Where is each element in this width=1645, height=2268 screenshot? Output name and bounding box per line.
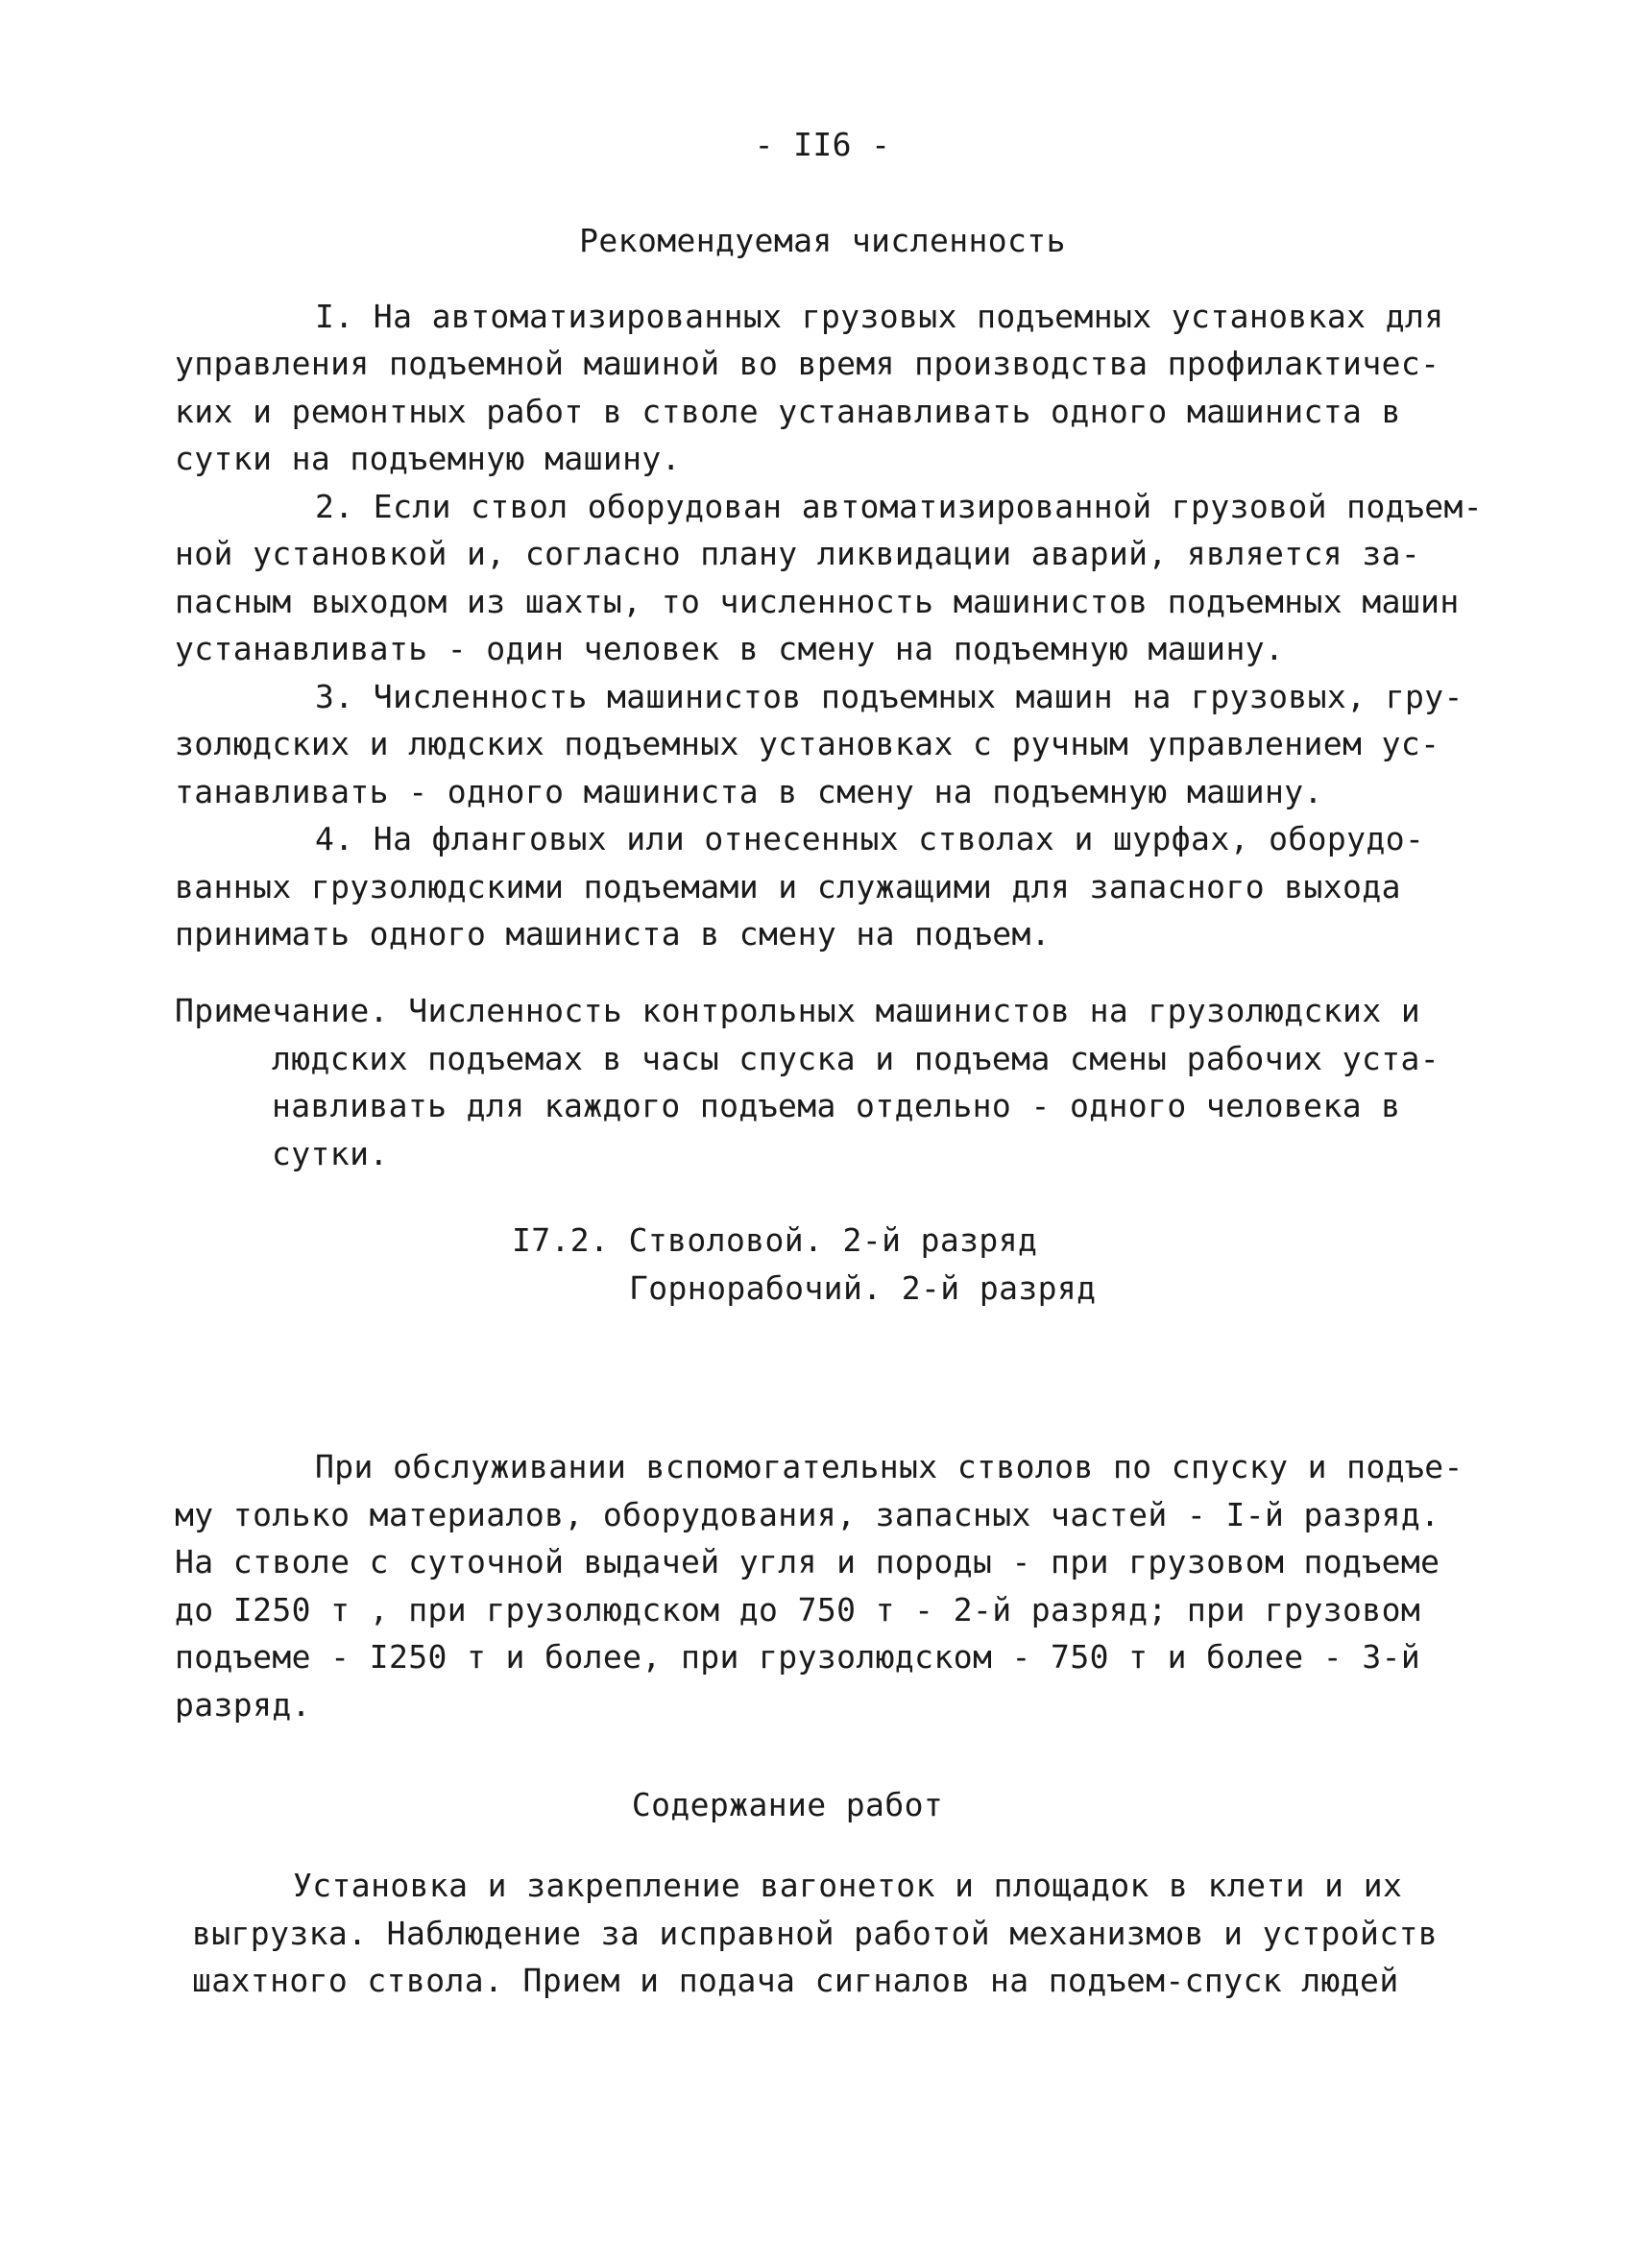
paragraph-3-line: 3. Численность машинистов подъемных машин на грузовых, гру-	[315, 678, 1464, 715]
work-content-line: шахтного ствола. Прием и подача сигналов на подъем-спуск людей	[192, 1962, 1399, 1999]
section2-paragraph-line: му только материалов, оборудования, запасных частей - I-й разряд.	[175, 1496, 1440, 1533]
section2-paragraph-line: разряд.	[175, 1686, 311, 1724]
section2-paragraph-line: При обслуживании вспомогательных стволов по спуску и подъе-	[315, 1448, 1464, 1485]
paragraph-3-line: золюдских и людских подъемных установках с ручным управлением ус-	[175, 725, 1440, 762]
section-heading-recommended-staffing: Рекомендуемая численность	[579, 222, 1066, 259]
page-number: - II6 -	[754, 126, 891, 163]
paragraph-1-line: сутки на подъемную машину.	[175, 440, 681, 477]
paragraph-4-line: принимать одного машиниста в смену на подъем.	[175, 915, 1052, 953]
paragraph-2-line: устанавливать - один человек в смену на подъемную машину.	[175, 630, 1285, 667]
paragraph-2-line: ной установкой и, согласно плану ликвидации аварий, является за-	[175, 535, 1421, 572]
paragraph-2-line: 2. Если ствол оборудован автоматизированной грузовой подъем-	[315, 488, 1484, 525]
paragraph-1-line: I. На автоматизированных грузовых подъемных установках для	[315, 298, 1444, 335]
note-line: людских подъемах в часы спуска и подъема смены рабочих уста-	[272, 1040, 1440, 1077]
section-title-line-2: Горнорабочий. 2-й разряд	[629, 1269, 1097, 1307]
note-line: Примечание. Численность контрольных машинистов на грузолюдских и	[175, 992, 1421, 1029]
section-title-line-1: I7.2. Стволовой. 2-й разряд	[512, 1221, 1038, 1259]
work-content-line: выгрузка. Наблюдение за исправной работой механизмов и устройств	[192, 1915, 1439, 1952]
paragraph-4-line: 4. На фланговых или отнесенных стволах и шурфах, оборудо-	[315, 820, 1425, 857]
note-line: навливать для каждого подъема отдельно - одного человека в	[272, 1087, 1401, 1124]
section-heading-work-content: Содержание работ	[631, 1786, 944, 1823]
paragraph-2-line: пасным выходом из шахты, то численность машинистов подъемных машин	[175, 583, 1460, 620]
section2-paragraph-line: На стволе с суточной выдачей угля и породы - при грузовом подъеме	[175, 1543, 1440, 1580]
note-line: сутки.	[272, 1135, 389, 1172]
paragraph-3-line: танавливать - одного машиниста в смену на подъемную машину.	[175, 773, 1323, 810]
section2-paragraph-line: до I250 т , при грузолюдском до 750 т - 2-й разряд; при грузовом	[175, 1591, 1421, 1629]
paragraph-1-line: управления подъемной машиной во время производства профилактичес-	[175, 345, 1440, 382]
paragraph-1-line: ких и ремонтных работ в стволе устанавливать одного машиниста в	[175, 393, 1401, 430]
work-content-line: Установка и закрепление вагонеток и площадок в клети и их	[293, 1867, 1403, 1904]
section2-paragraph-line: подъеме - I250 т и более, при грузолюдском - 750 т и более - 3-й	[175, 1638, 1421, 1676]
paragraph-4-line: ванных грузолюдскими подъемами и служащими для запасного выхода	[175, 868, 1401, 905]
